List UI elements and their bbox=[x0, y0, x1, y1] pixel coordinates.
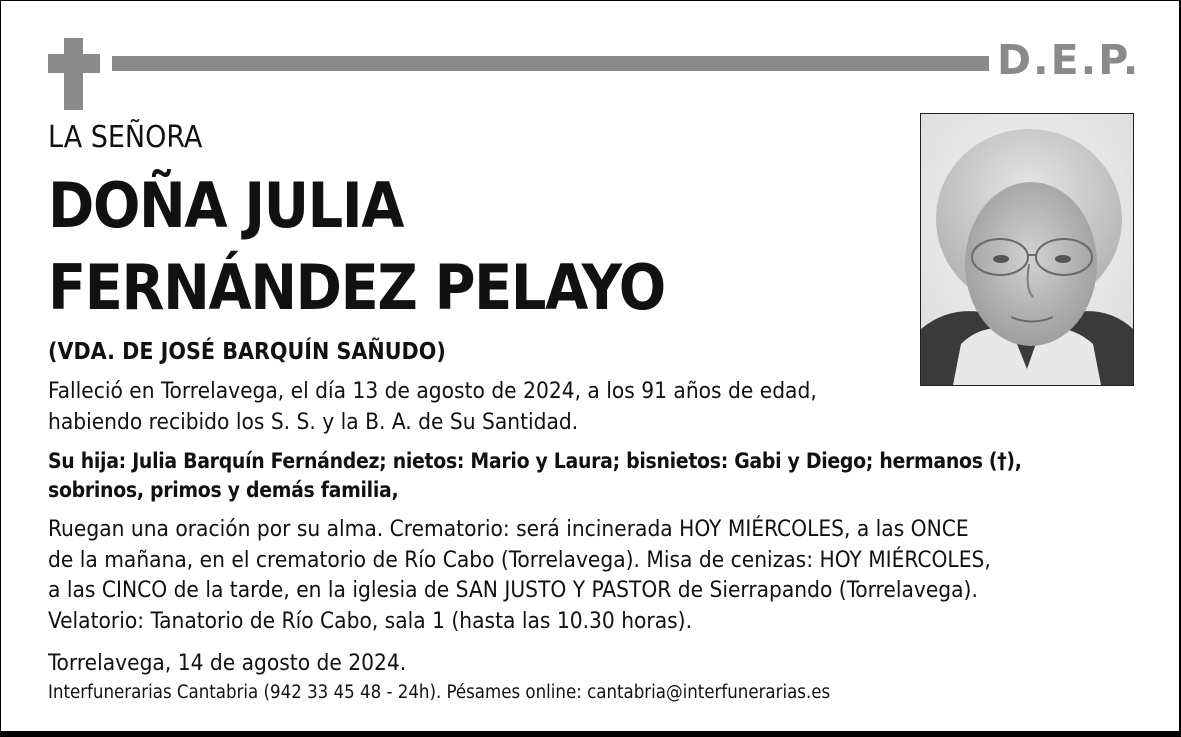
portrait-photo bbox=[920, 113, 1134, 386]
deceased-name-line-1: DOÑA JULIA bbox=[48, 169, 404, 242]
death-announcement bbox=[48, 376, 817, 438]
widow-of-line: (VDA. DE JOSÉ BARQUÍN SAÑUDO) bbox=[48, 339, 446, 365]
service-line-1: Ruegan una oración por su alma. Crematorio: será incinerada HOY MIÉRCOLES, a las ONCE bbox=[48, 516, 969, 542]
family-line-1: Su hija: Julia Barquín Fernández; nietos: Mario y Laura; bisnietos: Gabi y Diego; hermanos (†), bbox=[48, 449, 1022, 473]
honorific-prefix: LA SEÑORA bbox=[48, 120, 203, 155]
funeral-home-contact: Interfunerarias Cantabria (942 33 45 48 - 24h). Pésames online: cantabria@interfunerarias.es bbox=[48, 682, 831, 703]
service-line-3: a las CINCO de la tarde, en la iglesia de SAN JUSTO Y PASTOR de Sierrapando (Torrelavega). bbox=[48, 577, 978, 603]
service-line-2: de la mañana, en el crematorio de Río Cabo (Torrelavega). Misa de cenizas: HOY MIÉRCOLES, bbox=[48, 546, 991, 573]
service-line-4: Velatorio: Tanatorio de Río Cabo, sala 1 (hasta las 10.30 horas). bbox=[48, 607, 692, 634]
place-date: Torrelavega, 14 de agosto de 2024. bbox=[48, 650, 407, 676]
family-line-2: sobrinos, primos y demás familia, bbox=[48, 478, 399, 502]
death-line-1: Falleció en Torrelavega, el día 13 de agosto de 2024, a los 91 años de edad, bbox=[48, 378, 817, 404]
deceased-name-line-2: FERNÁNDEZ PELAYO bbox=[48, 251, 665, 324]
dep-label: D.E.P. bbox=[997, 36, 1141, 84]
header-rule bbox=[112, 56, 989, 71]
death-line-2: habiendo recibido los S. S. y la B. A. de Su Santidad. bbox=[48, 409, 579, 435]
service-details bbox=[48, 514, 991, 636]
family-list bbox=[48, 447, 1022, 505]
deceased-name bbox=[48, 165, 665, 329]
latin-cross-icon bbox=[48, 38, 100, 110]
